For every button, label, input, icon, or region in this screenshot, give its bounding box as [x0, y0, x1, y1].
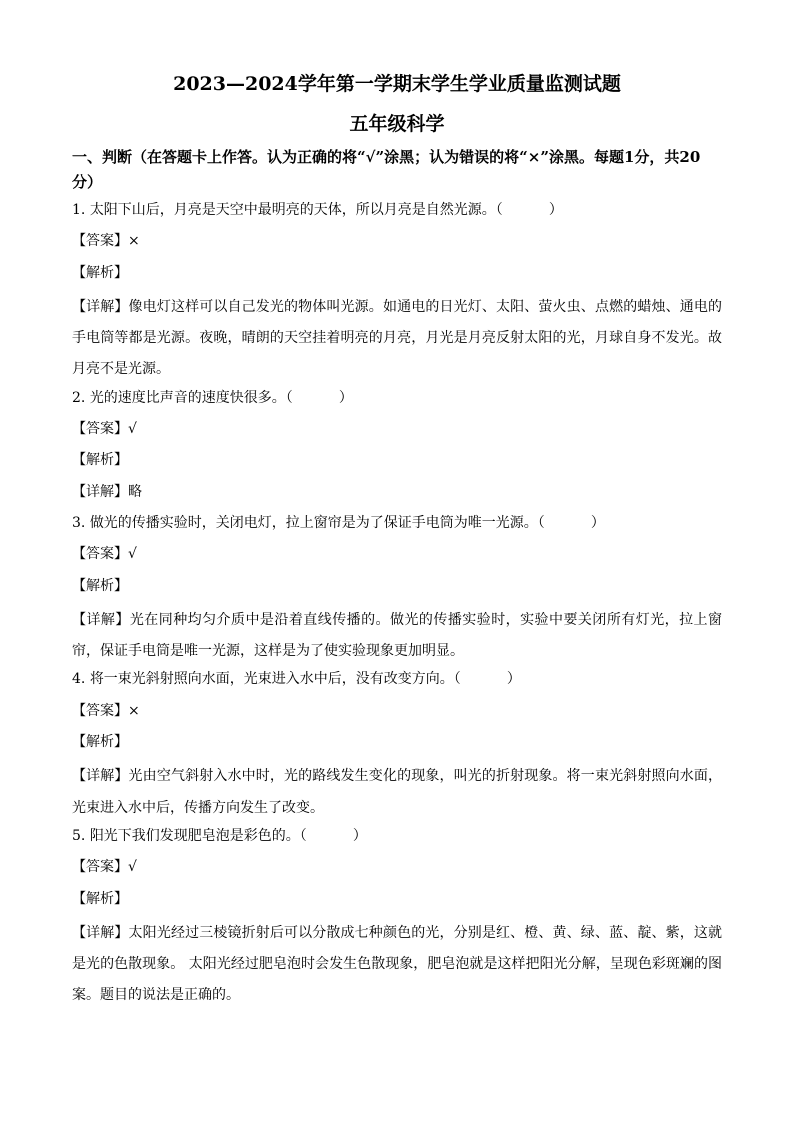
detail-label: 【详解】 [72, 298, 129, 315]
answer-label: 【答案】 [72, 859, 128, 876]
answer-value: √ [128, 421, 137, 438]
question-2 [72, 386, 722, 417]
question-number: 2. [72, 389, 86, 406]
analysis-label: 【解析】 [72, 264, 128, 281]
analysis-4 [72, 730, 722, 761]
analysis-label: 【解析】 [72, 452, 128, 469]
detail-5 [72, 918, 722, 1012]
question-number: 3. [72, 514, 86, 531]
question-number: 5. [72, 827, 86, 844]
detail-text: 太阳光经过三棱镜折射后可以分散成七种颜色的光，分别是红、橙、黄、绿、蓝、靛、紫，这就是光的色散现象。 太阳光经过肥皂泡时会发生色散现象，肥皂泡就是这样把阳光分解，呈现色彩斑斓的图案。题目的说法是正确的。 [72, 924, 723, 1004]
analysis-1 [72, 261, 722, 292]
question-3 [72, 511, 722, 542]
document-title: 2023—2024学年第一学期末学生学业质量监测试题 [173, 73, 621, 95]
answer-value: × [128, 233, 140, 250]
answer-value: √ [128, 546, 137, 563]
detail-3 [72, 605, 722, 668]
detail-text: 像电灯这样可以自己发光的物体叫光源。如通电的日光灯、太阳、萤火虫、点燃的蜡烛、通电的手电筒等都是光源。夜晚，晴朗的天空挂着明亮的月亮，月光是月亮反射太阳的光，月球自身不发光。故月亮不是光源。 [72, 298, 723, 378]
detail-label: 【详解】 [72, 611, 130, 628]
question-4 [72, 667, 722, 698]
question-list [72, 198, 722, 1012]
analysis-label: 【解析】 [72, 577, 128, 594]
analysis-3 [72, 574, 722, 605]
question-close: ） [352, 827, 367, 844]
question-number: 4. [72, 671, 86, 688]
question-close: ） [590, 514, 605, 531]
answer-5 [72, 855, 722, 886]
answer-label: 【答案】 [72, 702, 128, 719]
question-text: 太阳下山后，月亮是天空中最明亮的天体，所以月亮是自然光源。（ [89, 202, 503, 218]
answer-label: 【答案】 [72, 421, 128, 438]
analysis-label: 【解析】 [72, 890, 128, 907]
question-close: ） [548, 202, 563, 218]
detail-label: 【详解】 [72, 768, 129, 785]
question-text: 将一束光斜射照向水面，光束进入水中后，没有改变方向。（ [89, 671, 461, 688]
detail-text: 光在同种均匀介质中是沿着直线传播的。做光的传播实验时，实验中要关闭所有灯光，拉上窗帘，保证手电筒是唯一光源，这样是为了使实验现象更加明显。 [72, 611, 723, 660]
detail-2 [72, 480, 722, 511]
question-close: ） [506, 671, 521, 688]
document-subtitle: 五年级科学 [349, 113, 445, 135]
question-close: ） [338, 389, 353, 406]
answer-4 [72, 699, 722, 730]
detail-text: 略 [128, 483, 142, 500]
analysis-5 [72, 887, 722, 918]
question-text: 阳光下我们发现肥皂泡是彩色的。（ [89, 827, 307, 844]
answer-3 [72, 542, 722, 573]
section-heading: 一、判断（在答题卡上作答。认为正确的将“√”涂黑；认为错误的将“×”涂黑。每题1分，共20分） [72, 148, 701, 191]
analysis-2 [72, 448, 722, 479]
detail-4 [72, 761, 722, 824]
answer-label: 【答案】 [72, 546, 128, 563]
answer-value: √ [128, 859, 137, 876]
answer-1 [72, 229, 722, 260]
detail-label: 【详解】 [72, 924, 129, 941]
question-number: 1. [72, 202, 86, 218]
detail-1 [72, 292, 722, 386]
question-text: 光的速度比声音的速度快很多。（ [89, 389, 293, 406]
detail-label: 【详解】 [72, 483, 128, 500]
detail-text: 光由空气斜射入水中时，光的路线发生变化的现象，叫光的折射现象。将一束光斜射照向水面，光束进入水中后，传播方向发生了改变。 [72, 768, 723, 816]
answer-2 [72, 417, 722, 448]
question-5 [72, 824, 722, 855]
question-1 [72, 198, 722, 229]
question-text: 做光的传播实验时，关闭电灯，拉上窗帘是为了保证手电筒为唯一光源。（ [89, 514, 545, 531]
answer-label: 【答案】 [72, 233, 128, 250]
answer-value: × [128, 702, 140, 719]
analysis-label: 【解析】 [72, 734, 128, 751]
